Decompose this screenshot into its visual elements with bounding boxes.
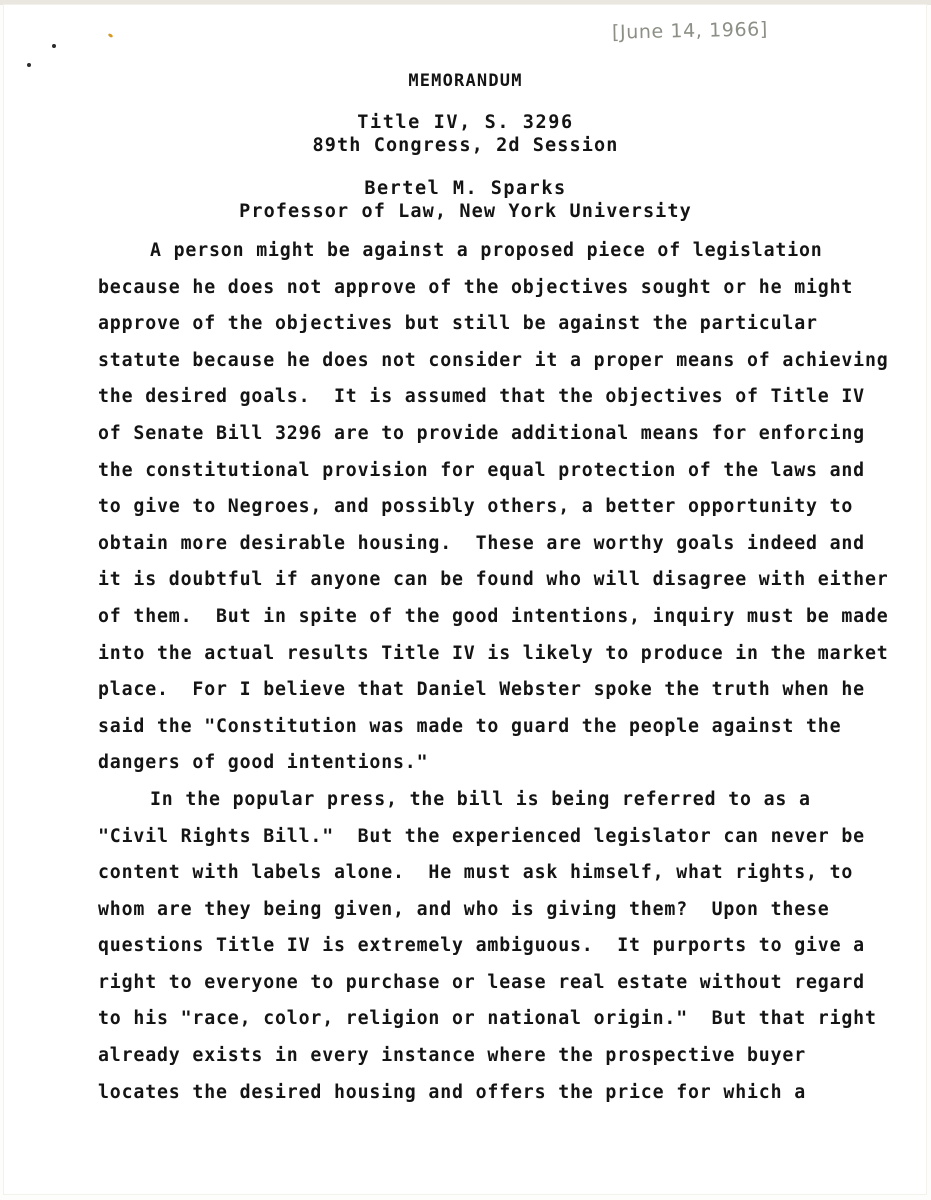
typed-line: In the popular press, the bill is being referred to as a xyxy=(150,788,811,810)
typed-line: to his "race, color, religion or national origin." But that right xyxy=(98,1008,877,1030)
author-name: Bertel M. Sparks xyxy=(364,178,567,199)
typed-line: said the "Constitution was made to guard the people against the xyxy=(98,715,842,737)
typed-line: statute because he does not consider it a proper means of achieving xyxy=(98,349,889,371)
typed-line: approve of the objectives but still be against the particular xyxy=(98,313,818,335)
typed-line: of Senate Bill 3296 are to provide additional means for enforcing xyxy=(98,422,865,444)
typed-line: of them. But in spite of the good intentions, inquiry must be made xyxy=(98,605,889,627)
typed-line: obtain more desirable housing. These are worthy goals indeed and xyxy=(98,532,865,554)
congress-session-line: 89th Congress, 2d Session xyxy=(312,135,619,156)
document-body xyxy=(98,233,889,1111)
dust-speck-icon xyxy=(27,63,31,67)
author-block xyxy=(0,177,931,223)
handwritten-date-annotation: [June 14, 1966] xyxy=(611,18,769,44)
typed-line: because he does not approve of the objectives sought or he might xyxy=(98,276,854,298)
orange-speck-icon xyxy=(108,33,114,38)
bill-identifier-block xyxy=(0,111,931,157)
typed-line: to give to Negroes, and possibly others, a better opportunity to xyxy=(98,496,854,518)
typed-line: content with labels alone. He must ask himself, what rights, to xyxy=(98,862,854,884)
paragraph-1 xyxy=(98,233,889,782)
document-heading xyxy=(0,70,931,223)
typed-line: into the actual results Title IV is likely to produce in the market xyxy=(98,642,889,664)
typed-line: the desired goals. It is assumed that the objectives of Title IV xyxy=(98,386,865,408)
typed-line: dangers of good intentions." xyxy=(98,752,429,774)
typed-line: place. For I believe that Daniel Webster spoke the truth when he xyxy=(98,679,865,701)
bill-title-line: Title IV, S. 3296 xyxy=(357,112,574,133)
typed-line: questions Title IV is extremely ambiguous. It purports to give a xyxy=(98,935,865,957)
typed-line: right to everyone to purchase or lease real estate without regard xyxy=(98,971,865,993)
dust-speck-icon xyxy=(52,44,56,48)
typed-line: locates the desired housing and offers the price for which a xyxy=(98,1081,806,1103)
typed-line: A person might be against a proposed piece of legislation xyxy=(150,240,823,261)
typed-line: it is doubtful if anyone can be found who will disagree with either xyxy=(98,569,889,591)
typed-line: the constitutional provision for equal protection of the laws and xyxy=(98,459,865,481)
typed-line: "Civil Rights Bill." But the experienced legislator can never be xyxy=(98,825,865,847)
memorandum-label: MEMORANDUM xyxy=(408,71,523,91)
typed-line: whom are they being given, and who is giving them? Upon these xyxy=(98,898,830,920)
typed-line: already exists in every instance where the prospective buyer xyxy=(98,1045,806,1067)
author-affiliation: Professor of Law, New York University xyxy=(239,201,692,222)
paragraph-2 xyxy=(98,782,877,1111)
